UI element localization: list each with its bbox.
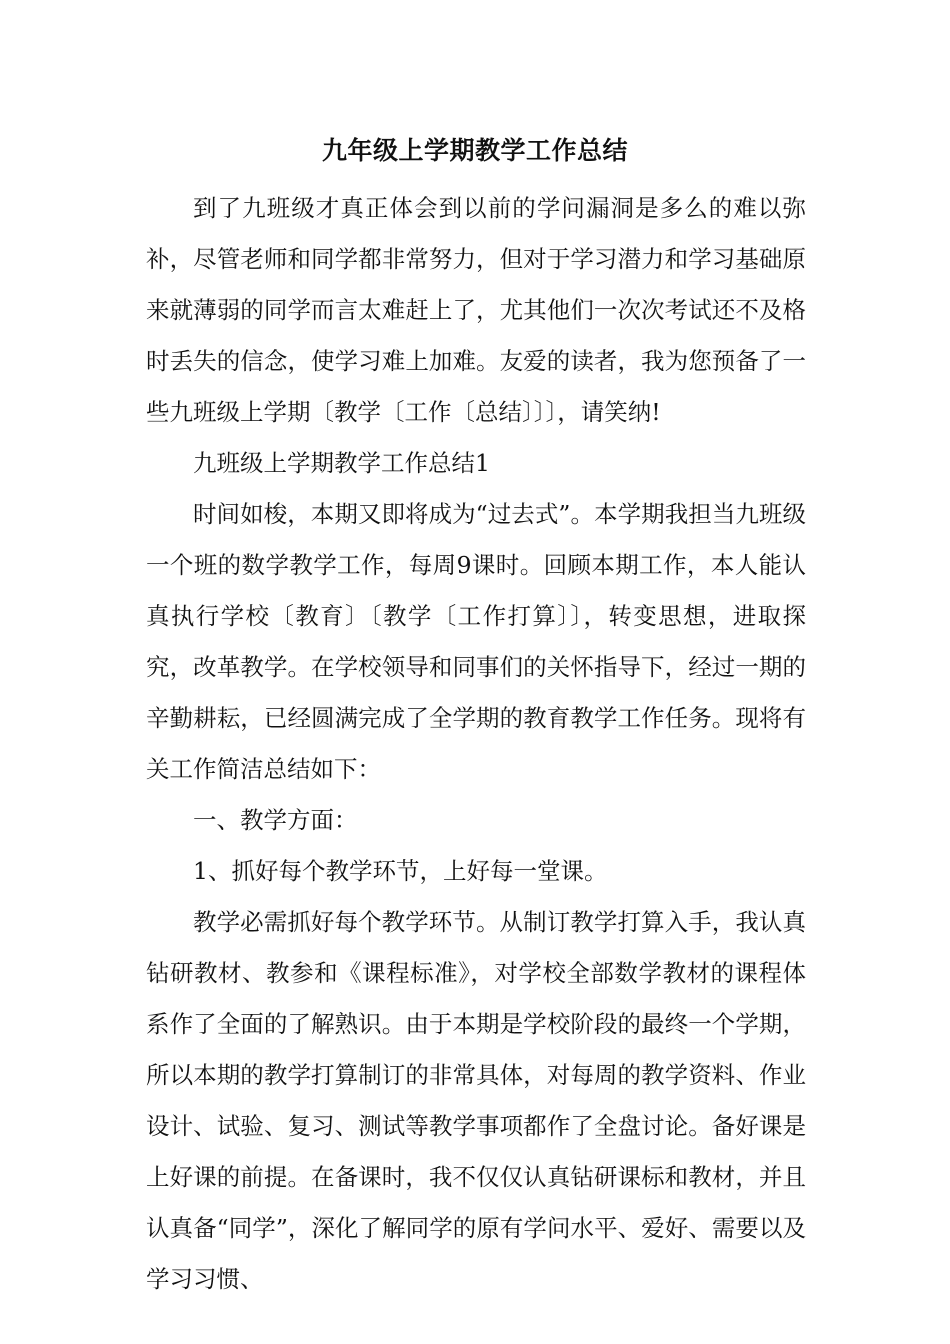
document-title: 九年级上学期教学工作总结	[321, 136, 628, 165]
overview-paragraph: 时间如梭，本期又即将成为“过去式”。本学期我担当九班级一个班的数学教学工作，每周9课时。回顾本期工作，本人能认真执行学校〔教育〕〔教学〔工作打算〕〕，转变思想，进取探究，改革教学。在学校领导和同事们的关怀指导下，经过一期的辛勤耕耘，已经圆满完成了全学期的教育教学工作任务。现将有关工作简洁总结如下：	[146, 500, 806, 783]
subsection-heading: 一、教学方面：	[193, 806, 358, 834]
section-heading: 九班级上学期教学工作总结1	[193, 449, 490, 477]
teaching-paragraph: 教学必需抓好每个教学环节。从制订教学打算入手，我认真钻研教材、教参和《课程标准》，对学校全部数学教材的课程体系作了全面的了解熟识。由于本期是学校阶段的最终一个学期，所以本期的教学打算制订的非常具体，对每周的教学资料、作业设计、试验、复习、测试等教学事项都作了全盘讨论。备好课是上好课的前提。在备课时，我不仅仅认真钻研课标和教材，并且认真备“同学”，深化了解同学的原有学问水平、爱好、需要以及学习习惯、	[146, 908, 806, 1293]
intro-paragraph: 到了九班级才真正体会到以前的学问漏洞是多么的难以弥补，尽管老师和同学都非常努力，但对于学习潜力和学习基础原来就薄弱的同学而言太难赶上了，尤其他们一次次考试还不及格时丢失的信念，使学习难上加难。友爱的读者，我为您预备了一些九班级上学期〔教学〔工作〔总结〕〕〕，请笑纳!	[146, 194, 806, 426]
document-body	[146, 183, 806, 1305]
item-heading: 1、抓好每个教学环节，上好每一堂课。	[193, 857, 608, 885]
